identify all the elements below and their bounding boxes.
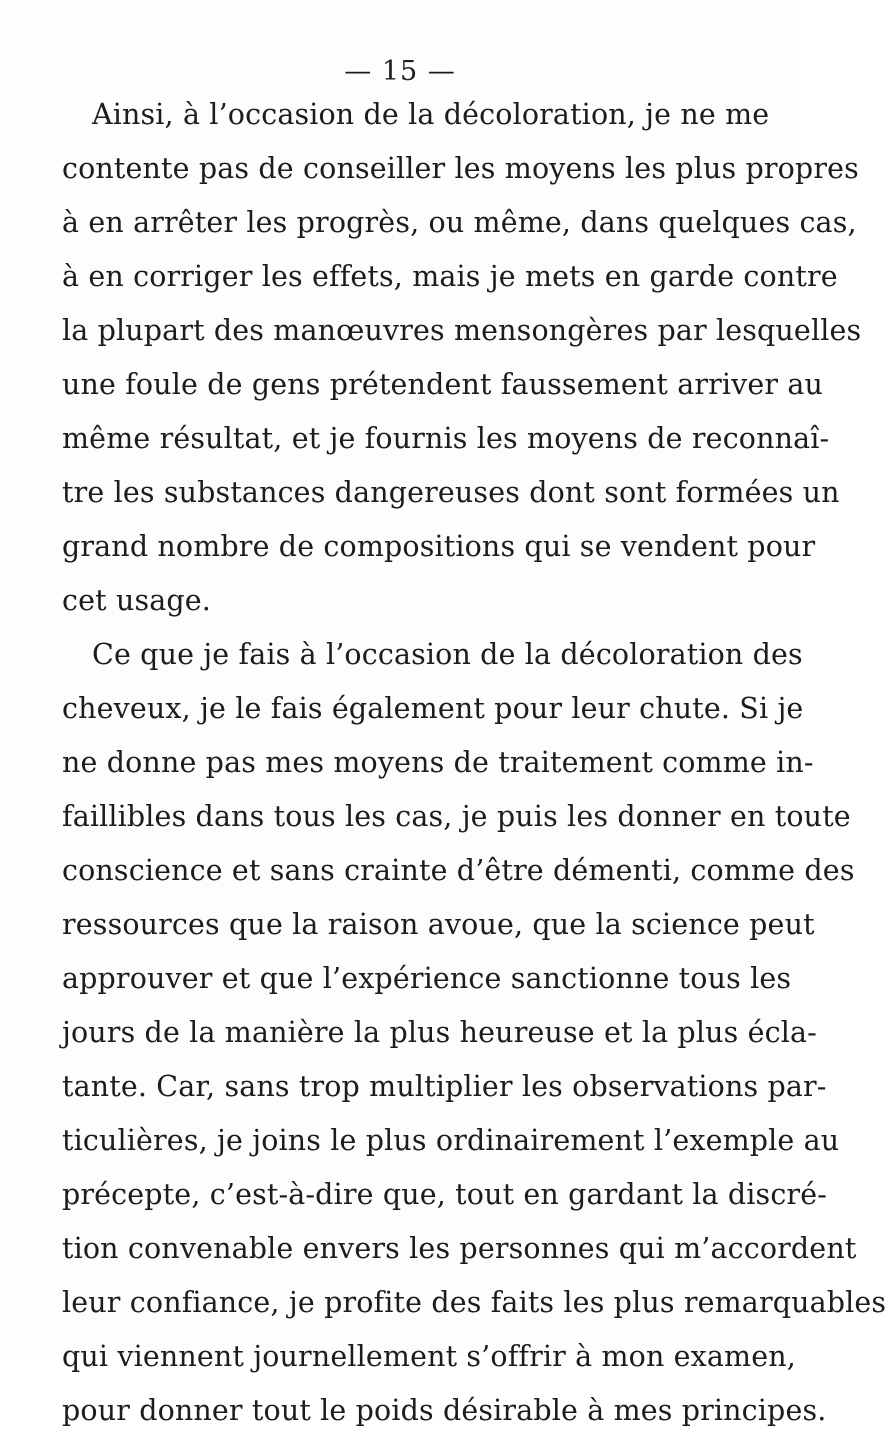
text-line: Ainsi, à l’occasion de la décoloration, je ne me	[92, 98, 770, 131]
text-line: Ce que je fais à l’occasion de la décoloration des	[92, 638, 803, 671]
body-text	[62, 88, 886, 1438]
text-line: leur confiance, je profite des faits les plus remarquables	[62, 1286, 886, 1319]
text-line: ne donne pas mes moyens de traitement comme in-	[62, 746, 814, 779]
text-line: tre les substances dangereuses dont sont formées un	[62, 476, 840, 509]
text-line: approuver et que l’expérience sanctionne tous les	[62, 962, 792, 995]
paragraph-2	[62, 628, 886, 1438]
text-line: ticulières, je joins le plus ordinairement l’exemple au	[62, 1124, 840, 1157]
text-line: tante. Car, sans trop multiplier les observations par-	[62, 1070, 827, 1103]
text-line: à en corriger les effets, mais je mets en garde contre	[62, 260, 838, 293]
text-line: qui viennent journellement s’offrir à mon examen,	[62, 1340, 796, 1373]
page-number: — 15 —	[344, 56, 456, 87]
text-line: cheveux, je le fais également pour leur chute. Si je	[62, 692, 804, 725]
text-line: tion convenable envers les personnes qui m’accordent	[62, 1232, 857, 1265]
text-line: cet usage.	[62, 584, 211, 617]
text-line: contente pas de conseiller les moyens les plus propres	[62, 152, 859, 185]
text-line: conscience et sans crainte d’être démenti, comme des	[62, 854, 855, 887]
text-line: précepte, c’est-à-dire que, tout en gardant la discré-	[62, 1178, 828, 1211]
text-line: jours de la manière la plus heureuse et la plus écla-	[62, 1016, 817, 1049]
text-line: ressources que la raison avoue, que la science peut	[62, 908, 815, 941]
text-line: la plupart des manœuvres mensongères par lesquelles	[62, 314, 862, 347]
text-line: faillibles dans tous les cas, je puis les donner en toute	[62, 800, 851, 833]
text-line: pour donner tout le poids désirable à mes principes.	[62, 1394, 827, 1427]
text-line: grand nombre de compositions qui se vendent pour	[62, 530, 816, 563]
paragraph-1	[62, 88, 862, 628]
text-line: une foule de gens prétendent faussement arriver au	[62, 368, 824, 401]
text-line: à en arrêter les progrès, ou même, dans quelques cas,	[62, 206, 857, 239]
text-line: même résultat, et je fournis les moyens de reconnaî-	[62, 422, 830, 455]
